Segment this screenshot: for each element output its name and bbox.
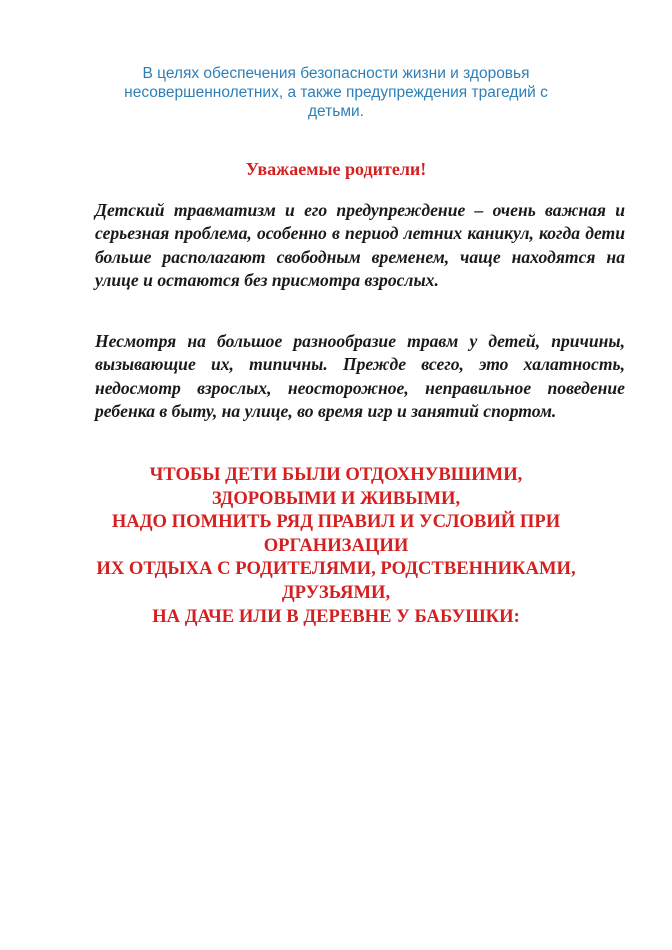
intro-line-3: детьми. (308, 103, 364, 120)
intro-text (110, 64, 562, 121)
intro-line-1: В целях обеспечения безопасности жизни и здоровья (142, 65, 530, 82)
rules-heading (60, 463, 612, 628)
rules-line-4: ИХ ОТДЫХА С РОДИТЕЛЯМИ, РОДСТВЕННИКАМИ, ДРУЗЬЯМИ, (96, 558, 576, 603)
paragraph-injury-problem: Детский травматизм и его предупреждение – очень важная и серьезная проблема, особенно в период летних каникул, когда дети больше располагают свободным временем, чаще находятся на улице и остаются без присмотра взрослых. (95, 200, 625, 291)
intro-line-2: несовершеннолетних, а также предупреждения трагедий с (124, 84, 548, 101)
paragraph-injury-causes: Несмотря на большое разнообразие травм у детей, причины, вызывающие их, типичны. Прежде всего, это халатность, недосмотр взрослых, неосторожное, неправильное поведение ребенка в быту, на улице, во время игр и занятий спортом. (95, 331, 625, 422)
rules-line-3: НАДО ПОМНИТЬ РЯД ПРАВИЛ И УСЛОВИЙ ПРИ ОРГАНИЗАЦИИ (111, 511, 561, 556)
greeting-heading: Уважаемые родители! (245, 159, 427, 179)
rules-line-1: ЧТОБЫ ДЕТИ БЫЛИ ОТДОХНУВШИМИ, (149, 464, 523, 485)
rules-line-2: ЗДОРОВЫМИ И ЖИВЫМИ, (211, 487, 461, 509)
rules-line-5: НА ДАЧЕ ИЛИ В ДЕРЕВНЕ У БАБУШКИ: (152, 605, 520, 627)
